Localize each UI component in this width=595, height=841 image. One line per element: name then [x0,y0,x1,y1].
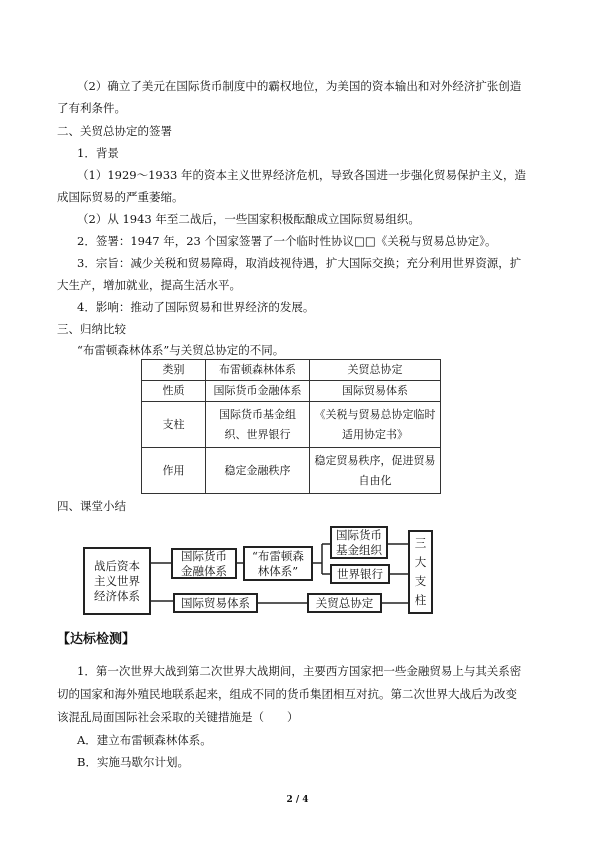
table-cell: 稳定贸易秩序，促进贸易自由化 [310,448,441,494]
text-line: 了有利条件。 [57,101,126,115]
text-line: 大生产，增加就业，提高生活水平。 [57,278,241,292]
answer-option: A．建立布雷顿森林体系。 [77,733,212,747]
section-heading: 二、关贸总协定的签署 [57,124,172,138]
section-heading: 三、归纳比较 [57,322,126,336]
section-heading: 四、课堂小结 [57,499,126,513]
table-cell: 国际货币基金组织、世界银行 [206,402,310,448]
text-line: （1）1929～1933 年的资本主义世界经济危机，导致各国进一步强化贸易保护主义，造 [77,168,527,182]
table-cell: 稳定金融秩序 [206,448,310,494]
diagram-imf-label: 国际货币基金组织 [336,527,382,557]
page-number: 2 / 4 [286,795,309,805]
text-line: （2）确立了美元在国际货币制度中的霸权地位，为美国的资本输出和对外经济扩张创造 [77,79,522,93]
diagram-gatt-box [307,593,382,613]
text-line: 3．宗旨：减少关税和贸易障碍，取消歧视待遇，扩大国际交换；充分利用世界资源，扩 [77,256,522,270]
diagram-imf-box [330,526,388,559]
diagram-root-box [83,547,151,615]
text-line: （2）从 1943 年至二战后，一些国家积极酝酿成立国际贸易组织。 [77,212,420,226]
table-header-cell: 布雷顿森林体系 [206,360,310,381]
text-line: “布雷顿森林体系”与关贸总协定的不同。 [77,343,285,357]
diagram-monetary-label: 国际货币金融体系 [181,548,227,578]
table-cell: 性质 [142,381,206,402]
text-line: 成国际贸易的严重萎缩。 [57,190,184,204]
table-header-cell: 关贸总协定 [310,360,441,381]
question-line: 切的国家和海外殖民地联系起来，组成不同的货币集团相互对抗。第二次世界大战后为改变 [57,687,517,701]
diagram-bretton-label: “布雷顿森林体系” [252,548,304,578]
table-cell: 国际贸易体系 [310,381,441,402]
question-line: 1．第一次世界大战到第二次世界大战期间，主要西方国家把一些金融贸易上与其关系密 [77,664,522,678]
text-line: 1．背景 [77,146,119,160]
answer-option: B．实施马歇尔计划。 [77,755,189,769]
text-line: 2．签署：1947 年，23 个国家签署了一个临时性协议□□《关税与贸易总协定》。 [77,234,497,248]
diagram-pillars-box [408,530,433,614]
table-cell: 国际货币金融体系 [206,381,310,402]
diagram-worldbank-box [330,564,390,584]
diagram-root-label: 战后资本主义世界经济体系 [94,558,140,603]
diagram-gatt-label: 关贸总协定 [315,595,374,610]
table-header-cell: 类别 [142,360,206,381]
diagram-monetary-box [171,548,237,579]
diagram-bretton-box [243,546,313,581]
table-cell: 作用 [142,448,206,494]
diagram-pillars-label: 三大支柱 [414,536,427,607]
diagram-worldbank-label: 世界银行 [337,566,383,581]
test-heading: 【达标检测】 [57,632,136,647]
question-line: 该混乱局面国际社会采取的关键措施是（ ） [57,710,299,724]
table-cell: 支柱 [142,402,206,448]
diagram-trade-label: 国际贸易体系 [181,595,250,610]
text-line: 4．影响：推动了国际贸易和世界经济的发展。 [77,300,315,314]
diagram-trade-box [173,593,258,613]
table-cell: 《关税与贸易总协定临时适用协定书》 [310,402,441,448]
